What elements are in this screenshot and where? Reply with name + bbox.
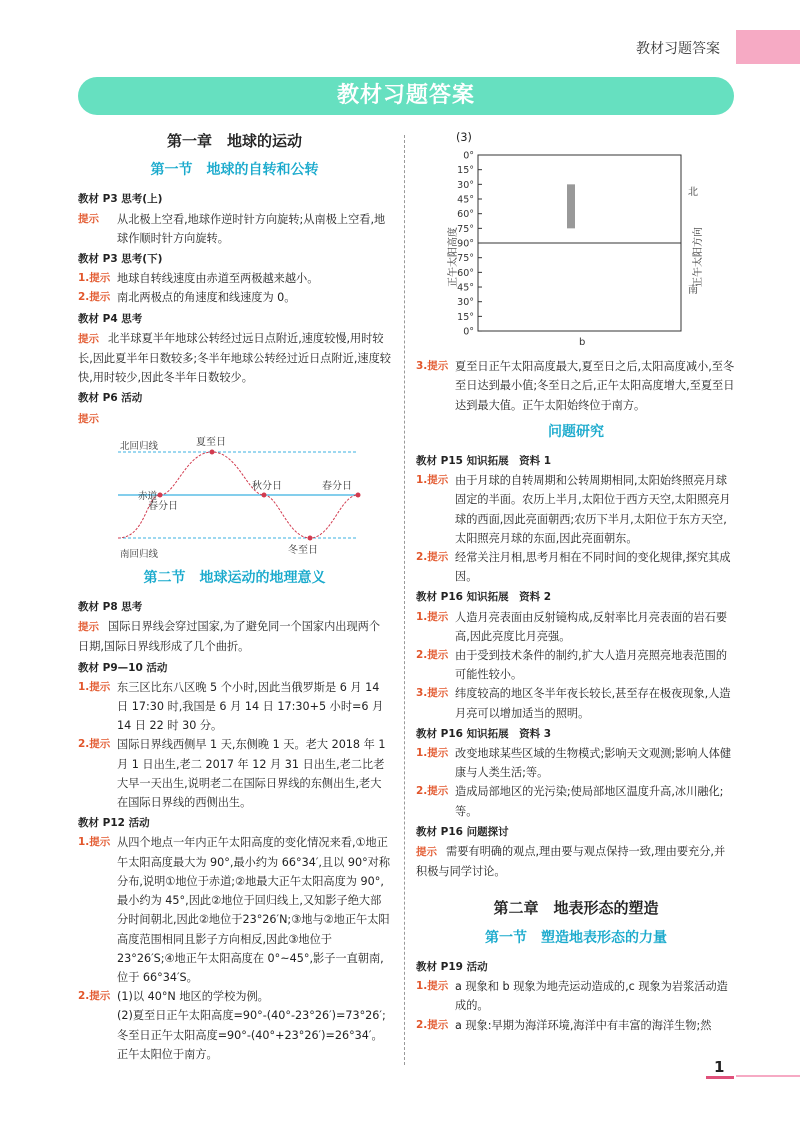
answer-text: 改变地球某些区域的生物模式;影响天文观测;影响人体健康与人类生活;等。 [455, 747, 732, 780]
answer-text: 从北极上空看,地球作逆时针方向旋转;从南极上空看,地球作顺时针方向旋转。 [117, 212, 386, 245]
question-heading: 教材 P19 活动 [416, 960, 488, 973]
answer-text: (2)夏至日正午太阳高度=90°-(40°-23°26′)=73°26′;冬至日正午太阳高度=90°-(40°+23°26′)=26°34′。正午太阳位于南方。 [117, 1009, 386, 1061]
question-heading: 教材 P3 思考(下) [78, 253, 163, 266]
hint-tag: 1.提示 [78, 680, 111, 693]
answer-text: 地球自转线速度由赤道至两极越来越小。 [117, 272, 319, 286]
answer-text: 北半球夏半年地球公转经过远日点附近,速度较慢,用时较长,因此夏半年日数较多;冬半年地球公转经过近日点附近,速度较快,用时较少,因此冬半年日数较少。 [78, 331, 391, 385]
hint-tag: 提示 [78, 412, 99, 425]
hint-tag: 2.提示 [416, 649, 449, 662]
noon-sun-chart [416, 147, 716, 357]
hint-tag: 2.提示 [416, 785, 449, 798]
answer-text: a 现象和 b 现象为地壳运动造成的,c 现象为岩浆活动造成的。 [455, 980, 728, 1013]
footer-accent-line [736, 1075, 800, 1077]
header-accent-block [736, 30, 800, 64]
answer-paragraph [78, 678, 391, 736]
hint-tag: 2.提示 [416, 551, 449, 564]
y-tick-label: 75° [457, 253, 474, 265]
hint-tag: 1.提示 [78, 836, 111, 849]
chapter-title: 第二章 地表形态的塑造 [493, 899, 659, 918]
page-number: 1 [714, 1058, 725, 1076]
y-tick-label: 15° [457, 312, 474, 324]
answer-text: 由于受到技术条件的制约,扩大人造月亮照亮地表范围的可能性较小。 [455, 649, 728, 682]
winter-label: 冬至日 [288, 544, 318, 556]
answer-paragraph [416, 744, 736, 782]
answer-paragraph [78, 833, 391, 987]
answer-paragraph [78, 210, 391, 248]
y-tick-label: 60° [457, 209, 474, 221]
question-heading: 教材 P3 思考(上) [78, 193, 163, 206]
answer-text: 纬度较高的地区冬半年夜长较长,甚至存在极夜现象,人造月亮可以增加适当的照明。 [455, 687, 731, 720]
section-title: 第一节 塑造地表形态的力量 [485, 929, 667, 946]
answer-paragraph [78, 617, 391, 656]
spring-point-2 [356, 492, 361, 497]
spring-point [158, 492, 163, 497]
vernal-label: 春分日 [148, 500, 178, 512]
hint-tag: 提示 [78, 332, 99, 345]
answer-text: 人造月亮表面由反射镜构成,反射率比月亮表面的岩石要高,因此亮度比月亮强。 [455, 610, 728, 643]
question-heading: 教材 P15 知识拓展 资料 1 [416, 455, 552, 468]
y-tick-label: 45° [457, 194, 474, 206]
answer-text: 夏至日正午太阳高度最大,夏至日之后,太阳高度减小,至冬至日达到最小值;冬至日之后,正午太阳高度增大,至夏至日达到最大值。正午太阳始终位于南方。 [455, 360, 735, 412]
y-tick-label: 75° [457, 224, 474, 236]
answer-text: 由于月球的自转周期和公转周期相同,太阳始终照亮月球固定的半面。农历上半月,太阳位于西方天空,太阳照亮月球的西面,因此亮面朝西;农历下半月,太阳位于东方天空,太阳照亮月球的东面,因此亮面朝东。 [455, 474, 731, 545]
hint-tag: 1.提示 [416, 474, 449, 487]
section-title: 问题研究 [548, 423, 604, 440]
answer-paragraph [416, 646, 736, 684]
x-label: b [579, 337, 586, 349]
question-heading: 教材 P9—10 活动 [78, 661, 168, 674]
south-tropic-label: 南回归线 [120, 548, 159, 560]
y-label-right: 正午太阳方向 [693, 227, 704, 288]
left-column [78, 128, 391, 1064]
answer-text: 国际日界线西侧早 1 天,东侧晚 1 天。老大 2018 年 1 月 1 日出生,老二 2017 年 12 月 31 日出生,老二比老大早一天出生,说明老二在国际日界线的东侧出生,老大在国际日界线的西侧出生。 [117, 738, 386, 810]
answer-text: (1)以 40°N 地区的学校为例。 [117, 990, 269, 1004]
hint-tag: 2.提示 [78, 738, 111, 751]
question-heading: 教材 P16 知识拓展 资料 3 [416, 727, 552, 740]
noon-sun-range-bar [567, 185, 575, 229]
column-divider [404, 135, 405, 1065]
answer-paragraph [416, 608, 736, 646]
answer-text: 造成局部地区的光污染;使局部地区温度升高,冰川融化;等。 [455, 785, 724, 818]
hint-tag: 提示 [78, 212, 99, 225]
y-label-left: 正午太阳高度 [448, 227, 459, 288]
right-column [416, 128, 736, 1035]
hint-tag: 1.提示 [416, 747, 449, 760]
question-heading: 教材 P16 问题探讨 [416, 825, 509, 838]
y-tick-label: 30° [457, 297, 474, 309]
hint-tag: 1.提示 [416, 610, 449, 623]
answer-paragraph [78, 269, 391, 288]
question-heading: 教材 P8 思考 [78, 601, 143, 614]
spring-label: 春分日 [322, 480, 352, 492]
autumn-point [262, 492, 267, 497]
north-label: 北 [688, 187, 698, 199]
answer-paragraph [416, 842, 736, 881]
figure-label: (3) [456, 131, 472, 144]
question-heading: 教材 P12 活动 [78, 817, 150, 830]
hint-tag: 1.提示 [416, 980, 449, 993]
question-heading: 教材 P6 活动 [78, 392, 143, 405]
y-tick-label: 45° [457, 282, 474, 294]
answer-paragraph [78, 329, 391, 388]
answer-paragraph [78, 288, 391, 307]
answer-paragraph [78, 409, 391, 429]
y-tick-label: 0° [463, 326, 474, 338]
question-heading: 教材 P16 知识拓展 资料 2 [416, 591, 552, 604]
hint-tag: 3.提示 [416, 687, 449, 700]
hint-tag: 2.提示 [78, 990, 111, 1003]
hint-tag: 提示 [416, 846, 437, 859]
page-number-underline [706, 1076, 734, 1079]
answer-text: 南北两极点的角速度和线速度为 0。 [117, 291, 296, 305]
answer-text: 需要有明确的观点,理由要与观点保持一致,理由要充分,并积极与同学讨论。 [416, 845, 726, 879]
answer-paragraph [416, 782, 736, 820]
y-tick-label: 90° [457, 238, 474, 250]
hint-tag: 2.提示 [78, 291, 111, 304]
answer-paragraph [416, 1016, 736, 1035]
hint-tag: 3.提示 [416, 360, 449, 373]
answer-paragraph [416, 684, 736, 722]
y-tick-label: 0° [463, 150, 474, 162]
section-title: 第一节 地球的自转和公转 [150, 162, 319, 179]
answer-text: 经常关注月相,思考月相在不同时间的变化规律,探究其成因。 [455, 551, 731, 584]
answer-paragraph [78, 987, 391, 1006]
summer-label: 夏至日 [196, 436, 226, 448]
summer-point [210, 449, 215, 454]
winter-point [308, 535, 313, 540]
sun-path-diagram [78, 433, 368, 561]
y-tick-label: 60° [457, 268, 474, 280]
answer-text: 东三区比东八区晚 5 个小时,因此当俄罗斯是 6 月 14 日 17:30 时,我国是 6 月 14 日 17:30+5 小时=6 月 14 日 22 时 30 分。 [117, 680, 384, 733]
hint-tag: 2.提示 [416, 1018, 449, 1031]
question-heading: 教材 P4 思考 [78, 312, 143, 325]
hint-tag: 1.提示 [78, 272, 111, 285]
answer-text: a 现象:早期为海洋环境,海洋中有丰富的海洋生物;然 [455, 1018, 712, 1032]
north-tropic-label: 北回归线 [120, 440, 159, 452]
page-banner: 教材习题答案 [78, 77, 734, 115]
autumn-label: 秋分日 [252, 480, 282, 492]
equator-label: 赤道 [138, 490, 158, 502]
south-label: 南 [688, 285, 698, 297]
answer-text: 国际日界线会穿过国家,为了避免同一个国家内出现两个日期,国际日界线形成了几个曲折。 [78, 620, 381, 654]
answer-paragraph [416, 548, 736, 586]
answer-paragraph [78, 735, 391, 812]
y-tick-label: 30° [457, 180, 474, 192]
answer-paragraph [416, 471, 736, 548]
y-tick-label: 15° [457, 165, 474, 177]
answer-text: 从四个地点一年内正午太阳高度的变化情况来看,①地正午太阳高度最大为 90°,最小约为 66°34′,且以 90°对称分布,说明①地位于赤道;②地最大正午太阳高度为 90°,最小约为 45°,因此②地位于回归线上,又知影子绝大部分时间朝北,因此②地位于23°26′N;③地与②地正午太阳高度范围相同且影子方向相反,因此③地位于 23°26′S;④地正午太阳高度在 0°~45°,影子一直朝南,位于 66°34′S。 [117, 836, 391, 984]
hint-tag: 提示 [78, 621, 99, 634]
chapter-title: 第一章 地球的运动 [166, 132, 302, 150]
running-header: 教材习题答案 [636, 41, 720, 57]
section-title: 第二节 地球运动的地理意义 [143, 569, 326, 586]
answer-paragraph [416, 357, 736, 415]
answer-paragraph [416, 977, 736, 1015]
